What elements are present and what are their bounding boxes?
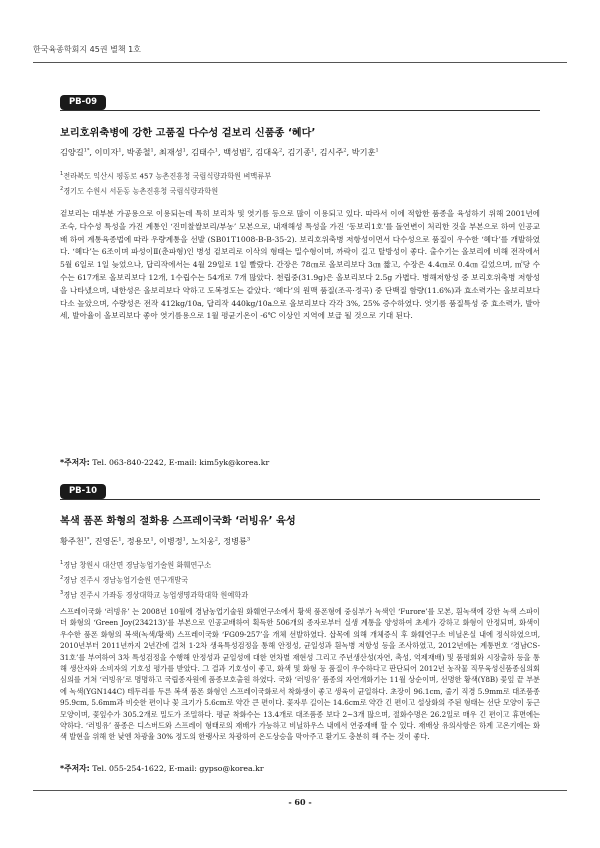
author-affiliation-mark: 1 <box>311 147 315 154</box>
author-affiliation-mark: 1 <box>214 147 218 154</box>
contact-details: Tel. 063-840-2242, E-mail: kim5yk@korea.kr <box>92 458 270 467</box>
author-name: 최재성 <box>158 147 183 157</box>
author-affiliation-mark: 1 <box>118 536 122 543</box>
author-affiliation-mark: 1* <box>83 536 90 543</box>
affiliation-mark: 2 <box>60 185 64 192</box>
affiliation-mark: 1 <box>60 171 64 177</box>
author-name: 노치웅 <box>191 536 215 546</box>
badge-underline <box>60 110 540 111</box>
author-affiliation-mark: 2 <box>343 147 347 154</box>
author-name: 정병룡 <box>223 536 247 546</box>
affiliation-text: 경남 진주시 가좌동 경상대학교 농업생명과학대학 원예학과 <box>63 590 249 600</box>
author-name: 백성범 <box>223 147 247 157</box>
abstract-body: 겉보리는 대부분 가공용으로 이용되는데 특히 보리차 및 엿기름 등으로 많이 이용되고 있다. 따라서 이에 적합한 품종을 육성하기 위해 2001년에 조숙, 다수성 특성을 가진 계통인 ‘진미찰쌀보리/부농’ 모본으로, 내재해성 특성을 가진 ‘동보리1호’를 돌연변이 처리한 것을 부본으로 하여 인공교배 하여 계통육종법에 따라 우량계통을 선발 (SB01T1008-B-B-35-2). 보리호위축병 저항성이면서 다수성으로 품질이 우수한 ‘혜다’를 개발하였다. ‘혜다’는 6조이며 파성이Ⅱ(춘파형)인 병성 겉보리로 이삭의 형태는 밀수형이며, 까락이 길고 탈방성이 좋다. 출수기는 올보리에 비해 전작에서 5월 6일로 1일 늦었으나, 답리작에서는 4월 29일로 1일 빨랐다. 간장은 78㎝로 올보리보다 3㎝ 짧고, 수장은 4.4㎝로 0.4㎝ 길었으며, ㎡당 수수는 617개로 올보리보다 12개, 1수립수는 54개로 7개 많았다. 천립중(31.9g)은 올보리보다 2.5g 가볍다. 병해저항성 중 보리호위축병 저항성을 나타냈으며, 내한성은 올보리보다 약하고 도복정도는 같았다. ‘혜다’의 원맥 품질(조곡·정곡) 중 단백질 함량(11.6%)과 효소력가는 올보리보다 다소 높았으며, 수량성은 전작 412kg/10a, 답리작 440kg/10a으로 올보리보다 각각 3%, 25% 증수하였다. 엿기름 품질특성 중 효소력가, 발아세, 발아율이 올보리보다 좋아 엿기름용으로 1월 평균기온이 -6℃ 이상인 지역에 보급 될 것으로 기대 된다. <box>60 209 540 321</box>
affiliation-text: 전라북도 익산시 평동로 457 농촌진흥청 국립식량과학원 벼맥류부 <box>63 171 272 181</box>
author-name: 박종철 <box>126 147 151 157</box>
footer-rule <box>33 790 567 791</box>
affiliation-list <box>60 168 540 198</box>
author-name: 이미자 <box>94 147 119 157</box>
abstract-title: 복색 품폰 화형의 절화용 스프레이국화 ‘러빙유’ 육성 <box>60 516 296 527</box>
header-rule <box>33 62 567 63</box>
contact-info <box>60 763 540 774</box>
author-list: 황주천$^{1*}$, 진영돈$^1$, 정용모$^1$, 이병정$^1$, 노치웅$^2$, 정병룡$^3$ <box>60 536 251 546</box>
author-affiliation-mark: 2 <box>279 147 283 154</box>
affiliation-mark: 1 <box>60 560 64 566</box>
affiliation-list <box>60 557 540 602</box>
author-affiliation-mark: 2 <box>214 536 218 543</box>
affiliation-text: 경남 창원시 대산면 경남농업기술원 화훼연구소 <box>63 560 212 570</box>
author-name: 김태수 <box>191 147 215 157</box>
author-affiliation-mark: 1 <box>150 536 154 543</box>
author-name: 이병정 <box>158 536 183 546</box>
author-affiliation-mark: 1 <box>182 147 186 154</box>
author-affiliation-mark: 1 <box>375 147 379 154</box>
affiliation-line <box>60 557 540 572</box>
abstract-badge: PB-09 <box>60 95 106 110</box>
contact-label: *주저자: <box>60 458 90 467</box>
affiliation-text: 경기도 수원시 서둔동 농촌진흥청 국립식량과학원 <box>63 186 219 196</box>
abstract-body: 스프레이국화 ‘러빙유’ 는 2008년 10월에 경남농업기술원 화훼연구소에서 황색 품폰형에 중심부가 녹색인 ‘Furore’를 모본, 흰녹색에 강한 녹색 스파이더 화형의 ‘Green Joy(234213)’를 부본으로 인공교배하여 획득한 506개의 종자로부터 실생 계통을 양성하여 초세가 강하고 화형이 안정되며, 화색이 우수한 품폰 화형의 복색(녹색/황색) 스프레이국화 ‘FG09-257’을 개체 선발하였다. 삽목에 의해 개체증식 후 화훼연구소 비닐온실 내에 정식하였으며, 2010년부터 2011년까지 2년간에 걸쳐 1·2차 생육특성검정을 통해 안정성, 균일성과 흰녹병 저항성 등을 조사하였고, 2012년에는 계통번호 ‘경남CS-31호’를 부여하여 3차 특성검정을 수행해 안정성과 균일성에 대한 연차별 재현성 그리고 주년생산성(자연, 촉성, 억제재배) 및 품평회와 시장출하 등을 통해 생산자와 소비자의 기호성 평가를 받았다. 그 결과 기호성이 좋고, 화색 및 화형 등 품질이 우수하다고 판단되어 2012년 농작물 직무육성신품종심의회 심의를 거쳐 ‘러빙유’로 명명하고 국립종자원에 품종보호출원 하였다. 국화 ‘러빙유’ 품종의 자연개화기는 11월 상순이며, 선명한 황색(Y8B) 꽃잎 끝 부분에 녹색(YGN144C) 테두리를 두른 복색 품폰 화형인 스프레이국화로서 착화생이 좋고 생육이 균일하다. 초장이 96.1cm, 줄기 직경 5.9mm로 대조품종 95.9cm, 5.6mm과 비슷한 편이나 꽃 크기가 5.6cm로 약간 큰 편이다. 꽃자루 길이는 14.6cm로 약간 긴 편이고 설상화의 주된 형태는 선단 모양이 둥근 모양이며, 꽃잎수가 305.2개로 밀도가 조밀하다. 평균 착화수는 13.4개로 대조품종 보다 2~3개 많으며, 절화수명은 26.2일로 매우 긴 편이고 휴면에는 약하다. ‘러빙유’ 품종은 디스버드와 스프레이 형태로의 재배가 가능하고 비닐하우스 내에서 연중재배 할 수 있다. 재배상 유의사항은 하계 고온기에는 화색 발현을 위해 한 낮엔 차광율 30% 정도의 한랭사로 차광하여 온도상승을 막아주고 환기도 충분히 해 주는 것이 좋다. <box>60 607 540 742</box>
affiliation-mark: 2 <box>60 574 64 581</box>
running-header: 한국육종학회지 45권 별책 1호 <box>33 45 141 54</box>
author-affiliation-mark: 1 <box>182 536 186 543</box>
author-name: 박기훈 <box>351 147 376 157</box>
affiliation-line <box>60 587 540 602</box>
author-affiliation-mark: 1* <box>83 147 90 154</box>
author-name: 김시주 <box>319 147 344 157</box>
author-name: 김대욱 <box>255 147 280 157</box>
affiliation-line <box>60 168 540 183</box>
affiliation-line <box>60 572 540 587</box>
author-affiliation-mark: 1 <box>150 147 154 154</box>
affiliation-text: 경남 진주시 경남농업기술원 연구개발국 <box>63 575 189 585</box>
author-affiliation-mark: 3 <box>246 536 251 543</box>
abstract-badge: PB-10 <box>60 484 106 499</box>
contact-details: Tel. 055-254-1622, E-mail: gypso@korea.kr <box>92 764 264 773</box>
contact-label: *주저자: <box>60 764 90 773</box>
affiliation-mark: 3 <box>60 589 64 596</box>
abstract-title: 보리호위축병에 강한 고품질 다수성 겉보리 신품종 ‘혜다’ <box>60 128 316 139</box>
author-name: 김기종 <box>287 147 312 157</box>
author-affiliation-mark: 2 <box>246 147 251 154</box>
author-name: 김양길 <box>60 147 84 157</box>
author-name: 진영돈 <box>94 536 119 546</box>
author-name: 황주천 <box>60 536 84 546</box>
author-name: 정용모 <box>126 536 151 546</box>
author-affiliation-mark: 1 <box>118 147 122 154</box>
badge-underline <box>60 499 540 500</box>
affiliation-line <box>60 183 540 198</box>
contact-info <box>60 457 540 468</box>
page-number: - 60 - <box>288 797 312 807</box>
author-list: 김양길$^{1*}$, 이미자$^1$, 박종철$^1$, 최재성$^1$, 김태수$^1$, 백성범$^2$, 김대욱$^2$, 김기종$^1$, 김시주$^2$, 박기훈$^1$ <box>60 147 379 157</box>
